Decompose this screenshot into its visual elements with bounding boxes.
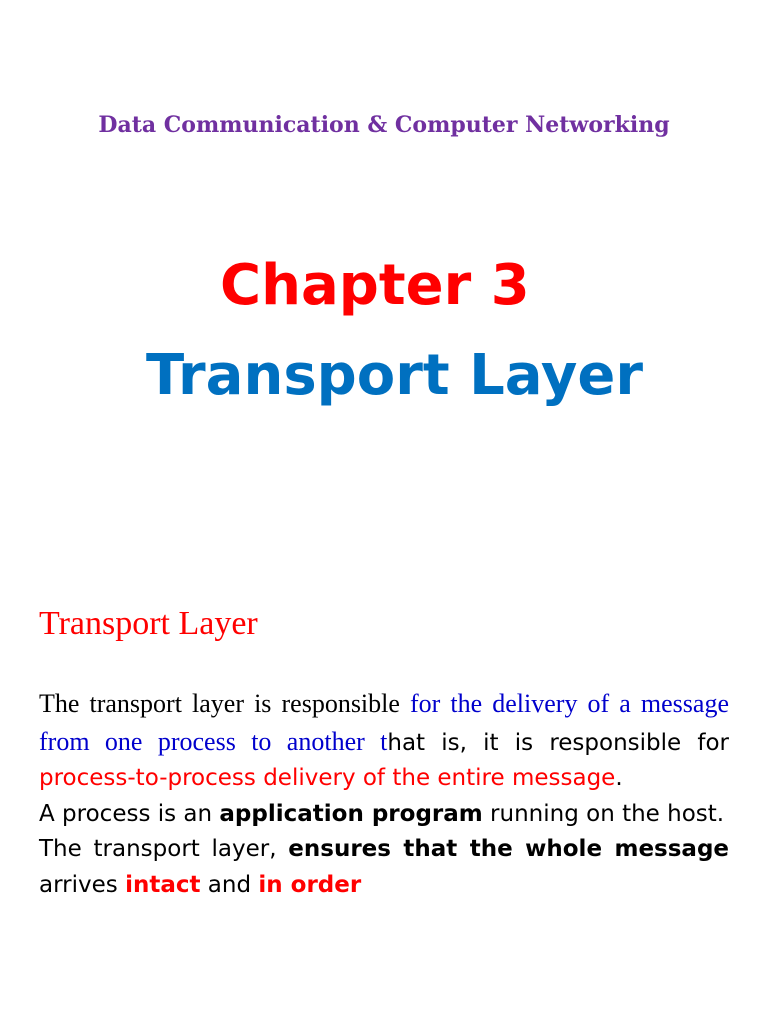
paragraph-ensures (39, 832, 729, 903)
para1-text-3: responsible for (549, 729, 729, 756)
chapter-number: Chapter 3 (220, 253, 530, 318)
course-title: Data Communication & Computer Networking (98, 112, 670, 138)
para1-text-blue: for the delivery of a message from one process to another t (39, 689, 729, 756)
section-heading: Transport Layer (39, 605, 258, 642)
paragraph-process (39, 797, 729, 833)
para3-text-intact: intact (125, 871, 201, 898)
para2-text-bold: application program (219, 800, 483, 827)
para3-text-2: arrives (39, 871, 126, 898)
para1-text-2: hat is, it is (387, 729, 550, 756)
para1-text-red: process-to-process delivery of the entire message (39, 765, 616, 791)
para3-text-bold: ensures that the whole message (288, 836, 730, 862)
para1-text-1: The transport layer is responsible (39, 689, 411, 718)
para3-text-3: and (200, 871, 259, 898)
para2-text-1: A process is an (39, 800, 220, 827)
para3-text-1: The transport layer, (39, 836, 289, 862)
chapter-title: Transport Layer (146, 343, 643, 408)
para1-text-4: . (615, 765, 623, 791)
para3-text-in-order: in order (258, 871, 362, 898)
paragraph-responsibility (39, 686, 729, 797)
section-body (39, 686, 729, 903)
para2-text-2: running on the host. (482, 800, 725, 827)
